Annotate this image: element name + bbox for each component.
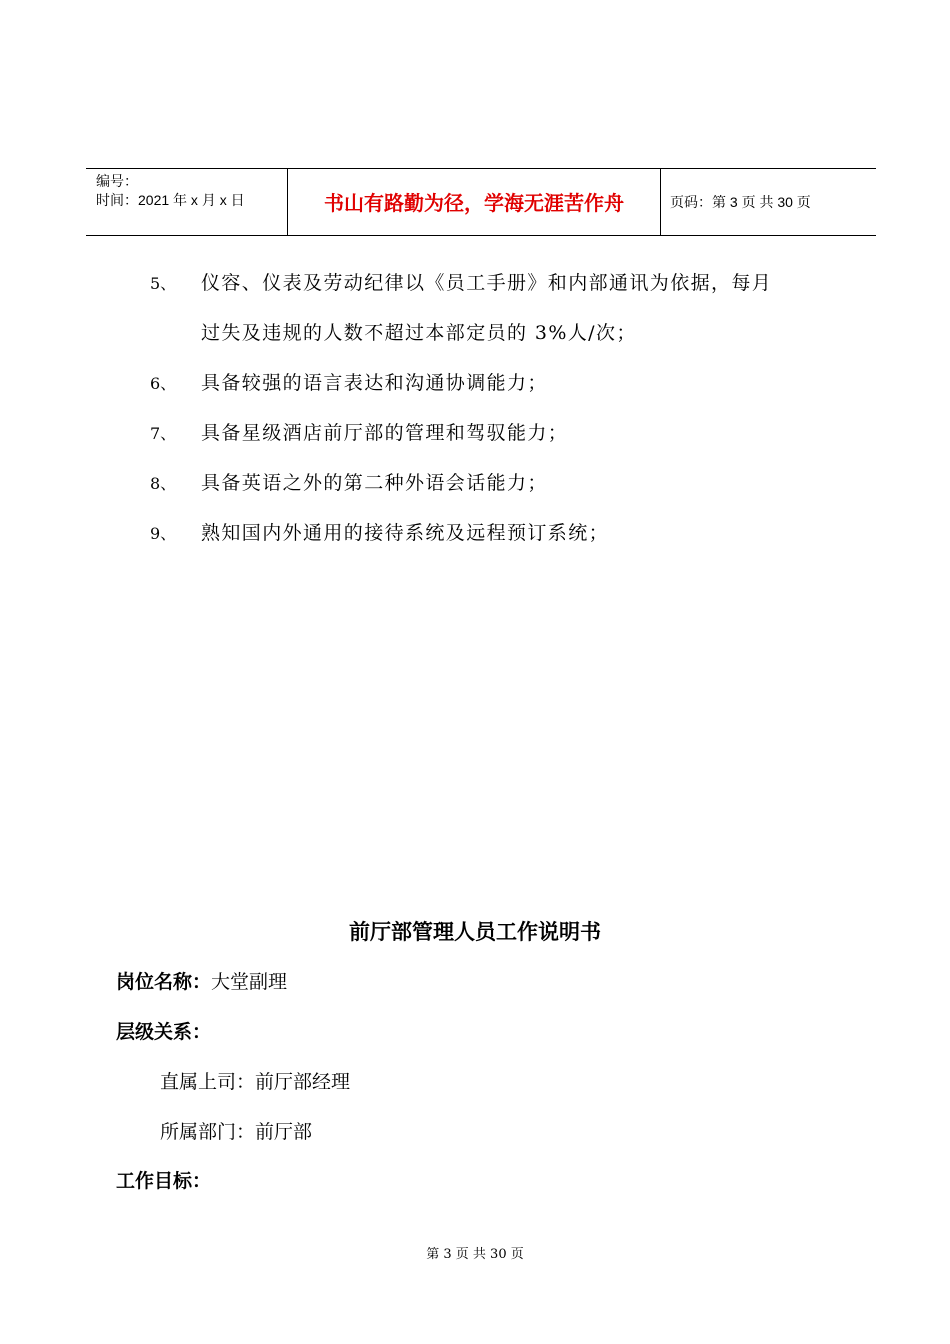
list-item-text: 熟知国内外通用的接待系统及远程预订系统； — [201, 522, 610, 544]
document-time-label: 时间：2021 年 x 月 x 日 — [96, 192, 245, 208]
department-line: 所属部门：前厅部 — [160, 1121, 313, 1143]
page-footer: 第 3 页 共 30 页 — [426, 1247, 524, 1262]
superior-line: 直属上司：前厅部经理 — [160, 1071, 351, 1093]
position-label: 岗位名称： — [116, 971, 212, 993]
list-item-text: 具备英语之外的第二种外语会话能力； — [201, 472, 548, 494]
document-title: 前厅部管理人员工作说明书 — [349, 920, 601, 944]
header-meta-cell — [86, 169, 287, 235]
list-item-number: 8、 — [150, 474, 177, 493]
goal-label: 工作目标： — [116, 1170, 212, 1192]
list-item-number: 9、 — [150, 524, 177, 543]
document-number-label: 编号： — [96, 173, 138, 189]
list-item-number: 5、 — [150, 274, 177, 293]
header-page-cell — [661, 169, 876, 235]
list-item-number: 7、 — [150, 424, 177, 443]
hierarchy-label: 层级关系： — [116, 1021, 212, 1043]
position-value: 大堂副理 — [211, 971, 288, 993]
list-item — [150, 270, 772, 297]
list-item-number: 6、 — [150, 374, 177, 393]
header-page-code: 页码：第 3 页 共 30 页 — [670, 194, 811, 210]
header-motto-cell — [287, 169, 661, 235]
position-field — [116, 968, 287, 996]
list-item-text: 仪容、仪表及劳动纪律以《员工手册》和内部通讯为依据，每月 — [201, 272, 773, 294]
list-item-continuation: 过失及违规的人数不超过本部定员的 3%人/次； — [201, 322, 637, 344]
list-item — [150, 420, 568, 447]
list-item-text: 具备星级酒店前厅部的管理和驾驭能力； — [201, 422, 569, 444]
list-item — [150, 470, 548, 497]
list-item — [150, 520, 609, 547]
goal-field — [116, 1167, 211, 1195]
hierarchy-field — [116, 1018, 211, 1046]
header-motto: 书山有路勤为径，学海无涯苦作舟 — [324, 191, 624, 215]
list-item — [150, 370, 548, 397]
page-header — [86, 168, 876, 236]
list-item-text: 具备较强的语言表达和沟通协调能力； — [201, 372, 548, 394]
